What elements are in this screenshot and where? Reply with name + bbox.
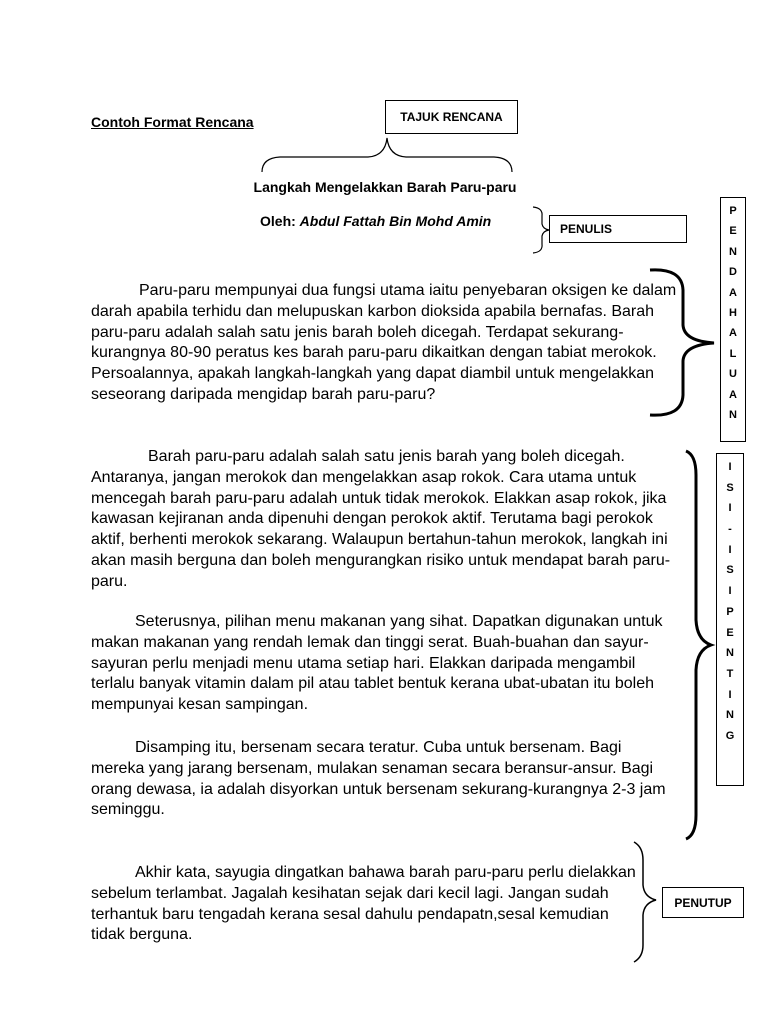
author-name: Abdul Fattah Bin Mohd Amin [299,213,492,229]
vertical-letter: D [729,266,737,279]
vertical-letter: I [728,461,732,473]
vertical-letter: L [729,347,737,360]
author-prefix: Oleh: [260,213,296,229]
vertical-letter: I [728,543,732,556]
paragraph-body-1: Barah paru-paru adalah salah satu jenis barah yang boleh dicegah. Antaranya, jangan merokok dan mengelakkan asap rokok. Cara utama untuk mencegah barah paru-paru adalah untuk tidak merokok. Elakkan asap rokok, jika kawasan kejiranan anda dipenuhi dengan perokok aktif. Terutama bagi perokok aktif, berhenti merokok sekarang. Walaupun bertahun-tahun merokok, langkah ini akan masih berguna dan boleh mengurangkan risiko untuk mendapat barah paru-paru. [91,448,671,590]
page-heading: Contoh Format Rencana [91,114,254,130]
penutup-text: PENUTUP [674,895,732,910]
body-brace [686,451,711,839]
vertical-letter: A [729,388,737,401]
article-author [260,213,491,229]
tajuk-rencana-text: TAJUK RENCANA [400,110,503,124]
title-brace [262,138,512,172]
vertical-letter: N [729,408,737,421]
vertical-letter: T [726,667,734,680]
vertical-letter: G [725,729,735,742]
pendahuluan-label [720,197,746,442]
vertical-letter: I [728,585,732,598]
isi-penting-label [716,453,744,786]
vertical-letter: N [726,709,734,722]
vertical-letter: A [729,327,737,340]
paragraph-closing: Akhir kata, sayugia dingatkan bahawa barah paru-paru perlu dielakkan sebelum terlambat. Jagalah kesihatan sejak dari kecil lagi. Jangan sudah terhantuk baru tengadah kerana sesal dahulu pendapatn,sesal kemudian tidak berguna. [91,864,636,944]
vertical-letter: I [728,688,732,701]
vertical-letter: N [726,647,734,660]
vertical-letter: U [729,368,737,381]
author-brace [533,207,549,253]
vertical-letter: S [726,481,734,494]
closing-brace [634,842,656,962]
penutup-label [662,887,744,918]
paragraph-intro: Paru-paru mempunyai dua fungsi utama iaitu penyebaran oksigen ke dalam darah apabila terhidu dan melupuskan karbon dioksida apabila bernafas. Barah paru-paru adalah salah satu jenis barah boleh dicegah. Terdapat sekurang-kurangnya 80-90 peratus kes barah paru-paru dikaitkan dengan tabiat merokok. Persoalannya, apakah langkah-langkah yang dapat diambil untuk mengelakkan seseorang daripada mengidap barah paru-paru? [91,282,677,403]
penulis-label [549,215,687,243]
vertical-letter: S [726,564,734,577]
paragraph-body-3: Disamping itu, bersenam secara teratur. Cuba untuk bersenam. Bagi mereka yang jarang bersenam, mulakan senaman secara beransur-ansur. Bagi orang dewasa, ia adalah disyorkan untuk bersenam sekurang-kurangnya 2-3 jam seminggu. [91,739,666,819]
vertical-letter: - [728,523,732,536]
vertical-letter: H [729,306,737,319]
vertical-letter: P [726,605,734,618]
penulis-text: PENULIS [560,222,613,236]
tajuk-rencana-label [385,100,518,134]
vertical-letter: P [729,205,737,217]
vertical-letter: E [726,626,734,639]
vertical-letter: A [729,286,737,299]
paragraph-body-2: Seterusnya, pilihan menu makanan yang sihat. Dapatkan digunakan untuk makan makanan yang rendah lemak dan tinggi serat. Buah-buahan dan sayur-sayuran perlu menjadi menu utama setiap hari. Elakkan daripada mengambil terlalu banyak vitamin dalam pil atau tablet bentuk kerana ubat-ubatan itu boleh mempunyai kesan sampingan. [91,613,663,714]
vertical-letter: N [729,245,737,258]
vertical-letter: E [729,225,737,238]
article-title: Langkah Mengelakkan Barah Paru-paru [253,179,517,195]
vertical-letter: I [728,502,732,515]
